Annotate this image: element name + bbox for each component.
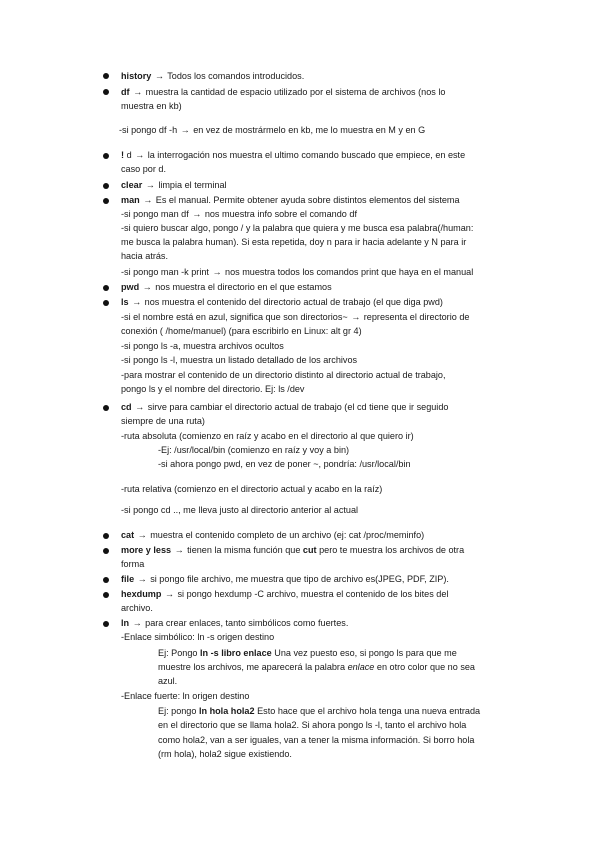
desc: sirve para cambiar el directorio actual de trabajo (el cd tiene que ir seguido [147,402,449,412]
item-pwd [121,281,521,293]
text: -si pongo df -h [119,125,178,135]
text: Ej: Pongo [158,648,198,658]
desc: muestra la cantidad de espacio utilizado por el sistema de archivos (nos lo [145,87,446,97]
text: Ej: pongo [158,706,197,716]
arrow-icon: → [135,402,145,412]
arrow-icon: → [145,180,155,190]
arg: d [126,150,132,160]
item-file [121,573,521,585]
arrow-icon: → [133,87,143,97]
arrow-icon: → [351,312,361,322]
text: hacia atrás. [121,251,169,261]
bullet [103,198,109,204]
arrow-icon: → [212,267,222,277]
text: -si pongo man -k print [121,267,209,277]
arrow-icon: → [137,530,147,540]
text: archivo. [121,603,153,613]
bullet [103,300,109,306]
desc: muestra el contenido completo de un archivo (ej: cat /proc/meminfo) [150,530,425,540]
text: me busca la palabra human). Si esta repetida, doy n para ir hacia adelante y N para ir [121,237,467,247]
text: forma [121,559,145,569]
cmd-ls: ls [121,297,129,307]
text: -si pongo ls -a, muestra archivos ocultos [121,341,284,351]
arrow-icon: → [143,195,153,205]
text: -Ej: /usr/local/bin (comienzo en raíz y voy a bin) [158,445,350,455]
text: -si ahora pongo pwd, en vez de poner ~, pondría: /usr/local/bin [158,459,411,469]
text: Esto hace que el archivo hola tenga una nueva entrada [257,706,481,716]
item-hexdump [121,588,521,600]
text: -para mostrar el contenido de un directorio distinto al directorio actual de trabajo, [121,370,446,380]
cmd-file: file [121,574,135,584]
text [158,661,558,673]
arrow-icon: → [132,618,142,628]
cmd-history: history [121,71,152,81]
arrow-icon: → [132,297,142,307]
cmd-cat: cat [121,530,135,540]
desc-cont: muestra en kb) [121,101,182,111]
bullet [103,89,109,95]
cmd-ln: ln [121,618,130,628]
text: tienen la misma función que [187,545,301,555]
cmd-bang: ! [121,150,125,160]
text: siempre de una ruta) [121,416,205,426]
cmd-cd: cd [121,402,132,412]
desc: limpia el terminal [158,180,227,190]
cmd-pwd: pwd [121,282,140,292]
text: -ruta absoluta (comienzo en raíz y acabo en el directorio al que quiero ir) [121,431,414,441]
arrow-icon: → [164,589,174,599]
cmd-df: df [121,87,130,97]
item-ls [121,296,521,308]
text: -si el nombre está en azul, significa que son directorios~ [121,312,348,322]
text: Una vez puesto eso, si pongo ls para que me [274,648,457,658]
text: muestre los archivos, me aparecerá la palabra [158,662,346,672]
cmd-man: man [121,195,140,205]
desc: para crear enlaces, tanto simbólicos como fuertes. [145,618,349,628]
item-man [121,194,521,206]
item-bang [121,149,521,161]
bullet [103,577,109,583]
text: -si pongo cd .., me lleva justo al directorio anterior al actual [121,505,359,515]
man-sub [121,208,521,220]
bullet [103,285,109,291]
desc: la interrogación nos muestra el ultimo comando buscado que empiece, en este [147,150,466,160]
text: en el directorio que se llama hola2. Si ahora pongo ls -l, tanto el archivo hola [158,720,467,730]
arrow-icon: → [137,574,147,584]
text: representa el directorio de [363,312,470,322]
text: en otro color que no sea [376,662,475,672]
text: -si pongo man df [121,209,189,219]
arrow-icon: → [180,125,190,135]
cmd-example: ln -s libro enlace [199,648,272,658]
text: pero te muestra los archivos de otra [319,545,465,555]
arrow-icon: → [174,545,184,555]
arrow-icon: → [192,209,202,219]
desc: nos muestra el directorio en el que estamos [155,282,332,292]
bullet [103,548,109,554]
desc: si pongo hexdump -C archivo, muestra el contenido de los bites del [177,589,449,599]
desc: si pongo file archivo, me muestra que tipo de archivo es(JPEG, PDF, ZIP). [150,574,449,584]
item-cd [121,401,521,413]
text: y [145,545,151,555]
text: en vez de mostrármelo en kb, me lo muestra en M y en G [193,125,426,135]
df-sub [119,124,519,136]
arrow-icon: → [142,282,152,292]
bullet [103,533,109,539]
cmd-more: more [121,545,144,555]
cmd-clear: clear [121,180,143,190]
text: azul. [158,676,178,686]
desc: Todos los comandos introducidos. [167,71,305,81]
text [158,705,558,717]
text: -si pongo ls -l, muestra un listado detallado de los archivos [121,355,358,365]
item-more-less [121,544,521,556]
item-cat [121,529,521,541]
bullet [103,592,109,598]
item-history [121,70,521,82]
text: pongo ls y el nombre del directorio. Ej: ls /dev [121,384,305,394]
text: -Enlace fuerte: ln origen destino [121,691,250,701]
text: conexión ( /home/manuel) (para escribirlo en Linux: alt gr 4) [121,326,362,336]
desc: nos muestra el contenido del directorio actual de trabajo (el que diga pwd) [144,297,443,307]
item-clear [121,179,521,191]
bullet [103,405,109,411]
arrow-icon: → [135,150,145,160]
text: nos muestra todos los comandos print que haya en el manual [225,267,474,277]
cmd-less: less [153,545,172,555]
desc-cont: caso por d. [121,164,166,174]
item-ln [121,617,521,629]
item-df [121,86,521,98]
text: -Enlace simbólico: ln -s origen destino [121,632,275,642]
text: como hola2, van a ser iguales, van a tener la misma información. Si borro hola [158,735,475,745]
bullet [103,183,109,189]
arrow-icon: → [154,71,164,81]
desc: Es el manual. Permite obtener ayuda sobre distintos elementos del sistema [155,195,460,205]
man-sub [121,266,521,278]
text: -si quiero buscar algo, pongo / y la palabra que quiera y me busca esa palabra(/human: [121,223,474,233]
bullet [103,153,109,159]
text: -ruta relativa (comienzo en el directorio actual y acabo en la raíz) [121,484,383,494]
cmd-hexdump: hexdump [121,589,162,599]
italic-word: enlace [347,662,375,672]
text: nos muestra info sobre el comando df [204,209,357,219]
bullet [103,73,109,79]
ls-sub [121,311,521,323]
text [158,647,558,659]
cmd-cut: cut [302,545,317,555]
bullet [103,621,109,627]
text: (rm hola), hola2 sigue existiendo. [158,749,292,759]
cmd-example: ln hola hola2 [198,706,255,716]
